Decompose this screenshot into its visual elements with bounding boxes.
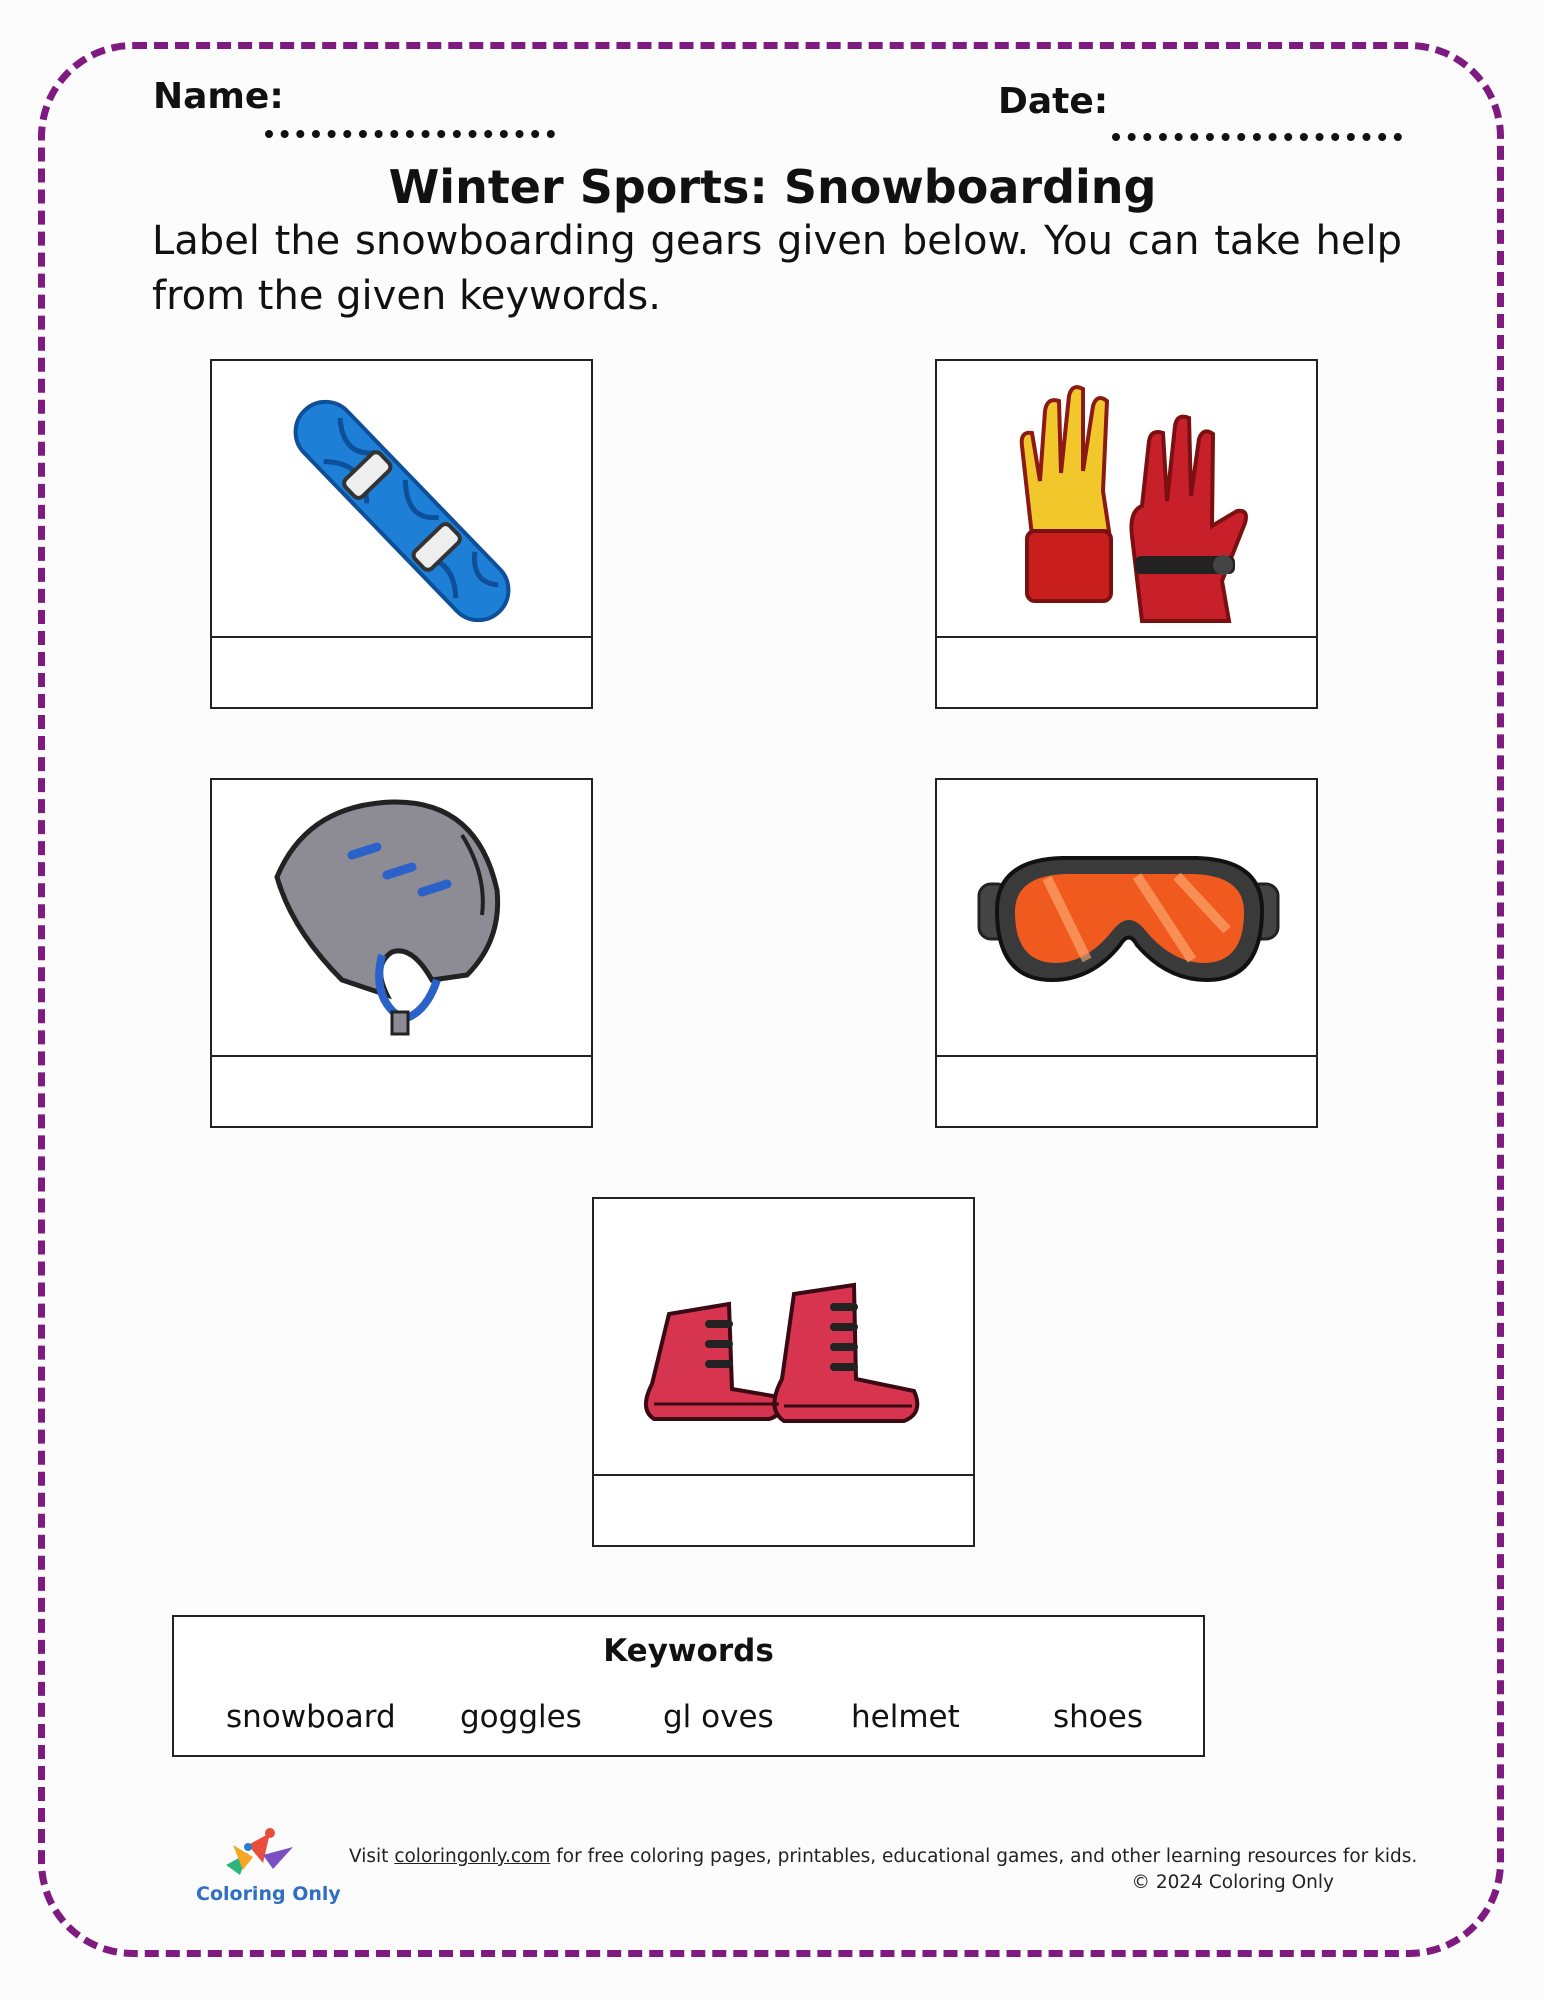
answer-box[interactable] <box>937 1057 1316 1127</box>
picture-area <box>937 361 1316 638</box>
logo-icon <box>218 1825 298 1885</box>
card-gloves <box>935 359 1318 709</box>
name-line[interactable] <box>265 130 555 138</box>
picture-area <box>212 780 591 1057</box>
helmet-icon <box>212 780 595 1057</box>
instructions: Label the snowboarding gears given below. You can take help from the given keywords. <box>152 218 1402 319</box>
picture-area <box>937 780 1316 1057</box>
picture-area <box>212 361 591 638</box>
gloves-icon <box>937 361 1320 638</box>
answer-box[interactable] <box>212 1057 591 1127</box>
card-snowboard <box>210 359 593 709</box>
card-helmet <box>210 778 593 1128</box>
keyword-goggles: goggles <box>460 1699 582 1735</box>
answer-box[interactable] <box>937 638 1316 708</box>
date-label: Date: <box>998 81 1109 122</box>
boots-icon <box>594 1199 977 1476</box>
keyword-gloves: gl oves <box>663 1699 774 1735</box>
footer-text <box>349 1846 1417 1867</box>
goggles-icon <box>937 780 1320 1057</box>
card-goggles <box>935 778 1318 1128</box>
keyword-snowboard: snowboard <box>226 1699 396 1735</box>
copyright: © 2024 Coloring Only <box>1131 1872 1334 1893</box>
keywords-box <box>172 1615 1205 1757</box>
card-boots <box>592 1197 975 1547</box>
picture-area <box>594 1199 973 1476</box>
answer-box[interactable] <box>594 1476 973 1546</box>
keyword-shoes: shoes <box>1053 1699 1143 1735</box>
footer-visit-prefix: Visit <box>349 1846 395 1867</box>
keywords-title: Keywords <box>603 1633 774 1669</box>
snowboard-icon <box>212 361 595 638</box>
name-label: Name: <box>153 76 284 117</box>
date-line[interactable] <box>1112 133 1402 141</box>
footer-visit-suffix: for free coloring pages, printables, educational games, and other learning resources for kids. <box>550 1846 1418 1867</box>
logo-text: Coloring Only <box>196 1883 341 1905</box>
keyword-helmet: helmet <box>851 1699 960 1735</box>
answer-box[interactable] <box>212 638 591 708</box>
footer-link[interactable]: coloringonly.com <box>394 1846 551 1867</box>
page-title: Winter Sports: Snowboarding <box>388 160 1157 214</box>
